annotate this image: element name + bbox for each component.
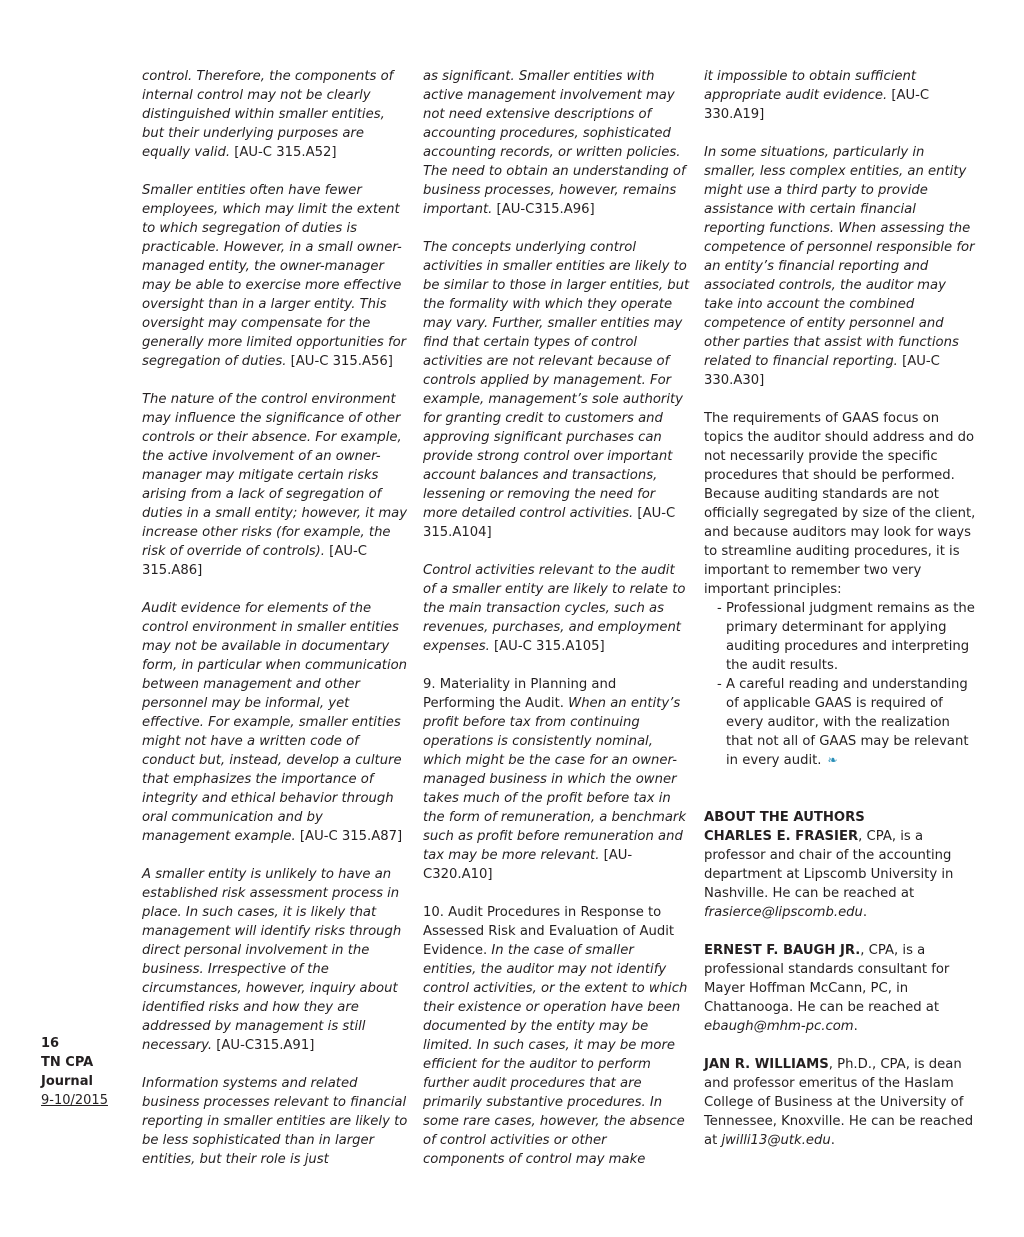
paragraph: Control activities relevant to the audit of a smaller entity are likely to relate to the main transaction cycles, such as revenues, purchases, and employment expenses. [AU-C 315.A105] <box>423 563 686 654</box>
author-name: ERNEST F. BAUGH JR. <box>704 943 861 958</box>
section-heading: Materiality in Planning and Performing the Audit. <box>423 677 617 711</box>
paragraph: as significant. Smaller entities with active management involvement may not need extensive descriptions of accounting procedures, sophisticated accounting records, or written policies. The need to obtain an understanding of business processes, however, remains important. [AU-C315.A96] <box>423 69 686 217</box>
about-authors-heading: ABOUT THE AUTHORS <box>704 810 865 825</box>
author-bio: ERNEST F. BAUGH JR., CPA, is a professional standards consultant for Mayer Hoffman McCann, PC, in Chattanooga. He can be reached at ebaugh@mhm-pc.com. <box>704 943 950 1034</box>
author-name: CHARLES E. FRASIER <box>704 829 859 844</box>
author-bio: CHARLES E. FRASIER, CPA, is a professor and chair of the accounting department at Lipscomb University in Nashville. He can be reached at frasierce@lipscomb.edu. <box>704 829 954 920</box>
author-email[interactable]: jwilli13@utk.edu <box>721 1133 831 1148</box>
author-name: JAN R. WILLIAMS <box>704 1057 829 1072</box>
page-number: 16 <box>41 1036 60 1051</box>
column-3 <box>704 67 976 1150</box>
issue-date: 9-10/2015 <box>41 1093 108 1108</box>
paragraph: In some situations, particularly in smaller, less complex entities, an entity might use a third party to provide assistance with certain financial reporting functions. When assessing the competence of personnel responsible for an entity’s financial reporting and associated controls, the auditor may take into account the combined competence of entity personnel and other parties that assist with functions related to financial reporting. [AU-C 330.A30] <box>704 145 975 388</box>
column-2 <box>423 67 691 1169</box>
list-item: - Professional judgment remains as the primary determinant for applying auditing procedures and interpreting the audit results. <box>704 599 976 675</box>
section-heading: Audit Procedures in Response to Assessed Risk and Evaluation of Audit Evidence. <box>423 905 675 958</box>
paragraph: The requirements of GAAS focus on topics the auditor should address and do not necessarily provide the specific procedures that should be performed. Because auditing standards are not officially segregated by size of the client, and because auditors may look for ways to streamline auditing procedures, it is important to remember two very important principles: <box>704 411 976 597</box>
paragraph: Information systems and related business processes relevant to financial reporting in smaller entities are likely to be less sophisticated than in larger entities, but their role is just <box>142 1076 408 1167</box>
author-bio: JAN R. WILLIAMS, Ph.D., CPA, is dean and professor emeritus of the Haslam College of Business at the University of Tennessee, Knoxville. He can be reached at jwilli13@utk.edu. <box>704 1057 974 1148</box>
column-1 <box>142 67 408 1169</box>
list-item: - A careful reading and understanding of applicable GAAS is required of every auditor, with the realization that not all of GAAS may be relevant in every audit. ❧ <box>704 675 976 770</box>
principles-list <box>704 599 976 770</box>
publication-name: TN CPA <box>41 1055 94 1070</box>
section-9: 9. Materiality in Planning and Performing the Audit. When an entity’s profit before tax from continuing operations is consistently nominal, which might be the case for an owner-managed business in which the owner takes much of the profit before tax in the form of remuneration, a benchmark such as profit before remuneration and tax may be more relevant. [AU-C320.A10] <box>423 677 686 882</box>
publication-name-line2: Journal <box>41 1074 93 1089</box>
paragraph: control. Therefore, the components of internal control may not be clearly distinguished within smaller entities, but their underlying purposes are equally valid. [AU-C 315.A52] <box>142 69 394 160</box>
author-email[interactable]: frasierce@lipscomb.edu <box>704 905 863 920</box>
paragraph: The nature of the control environment may influence the significance of other controls or their absence. For example, the active involvement of an owner-manager may mitigate certain risks arising from a lack of segregation of duties in a small entity; however, it may increase other risks (for example, the risk of override of controls). [AU-C 315.A86] <box>142 392 408 578</box>
paragraph: Smaller entities often have fewer employees, which may limit the extent to which segregation of duties is practicable. However, in a small owner-managed entity, the owner-manager may be able to exercise more effective oversight than in a larger entity. This oversight may compensate for the generally more limited opportunities for segregation of duties. [AU-C 315.A56] <box>142 183 407 369</box>
section-10: 10. Audit Procedures in Response to Assessed Risk and Evaluation of Audit Evidence. In the case of smaller entities, the auditor may not identify control activities, or the extent to which their existence or operation have been documented by the entity may be limited. In such cases, it may be more efficient for the auditor to perform further audit procedures that are primarily substantive procedures. In some rare cases, however, the absence of control activities or other components of control may make <box>423 905 688 1167</box>
leaf-endmark-icon: ❧ <box>827 753 838 767</box>
paragraph: Audit evidence for elements of the control environment in smaller entities may not be available in documentary form, in particular when communication between management and other personnel may be informal, yet effective. For example, smaller entities might not have a written code of conduct but, instead, develop a culture that emphasizes the importance of integrity and ethical behavior through oral communication and by management example. [AU-C 315.A87] <box>142 601 408 844</box>
author-bios <box>704 827 976 1150</box>
author-email[interactable]: ebaugh@mhm-pc.com <box>704 1019 854 1034</box>
paragraph: The concepts underlying control activities in smaller entities are likely to be similar to those in larger entities, but the formality with which they operate may vary. Further, smaller entities may find that certain types of control activities are not relevant because of controls applied by management. For example, management’s sole authority for granting credit to customers and approving significant purchases can provide strong control over important account balances and transactions, lessening or removing the need for more detailed control activities. [AU-C 315.A104] <box>423 240 690 540</box>
paragraph: A smaller entity is unlikely to have an established risk assessment process in place. In such cases, it is likely that management will identify risks through direct personal involvement in the business. Irrespective of the circumstances, however, inquiry about identified risks and how they are addressed by management is still necessary. [AU-C315.A91] <box>142 867 402 1053</box>
paragraph: it impossible to obtain sufficient appropriate audit evidence. [AU-C 330.A19] <box>704 69 930 122</box>
page-folio <box>41 1034 108 1110</box>
